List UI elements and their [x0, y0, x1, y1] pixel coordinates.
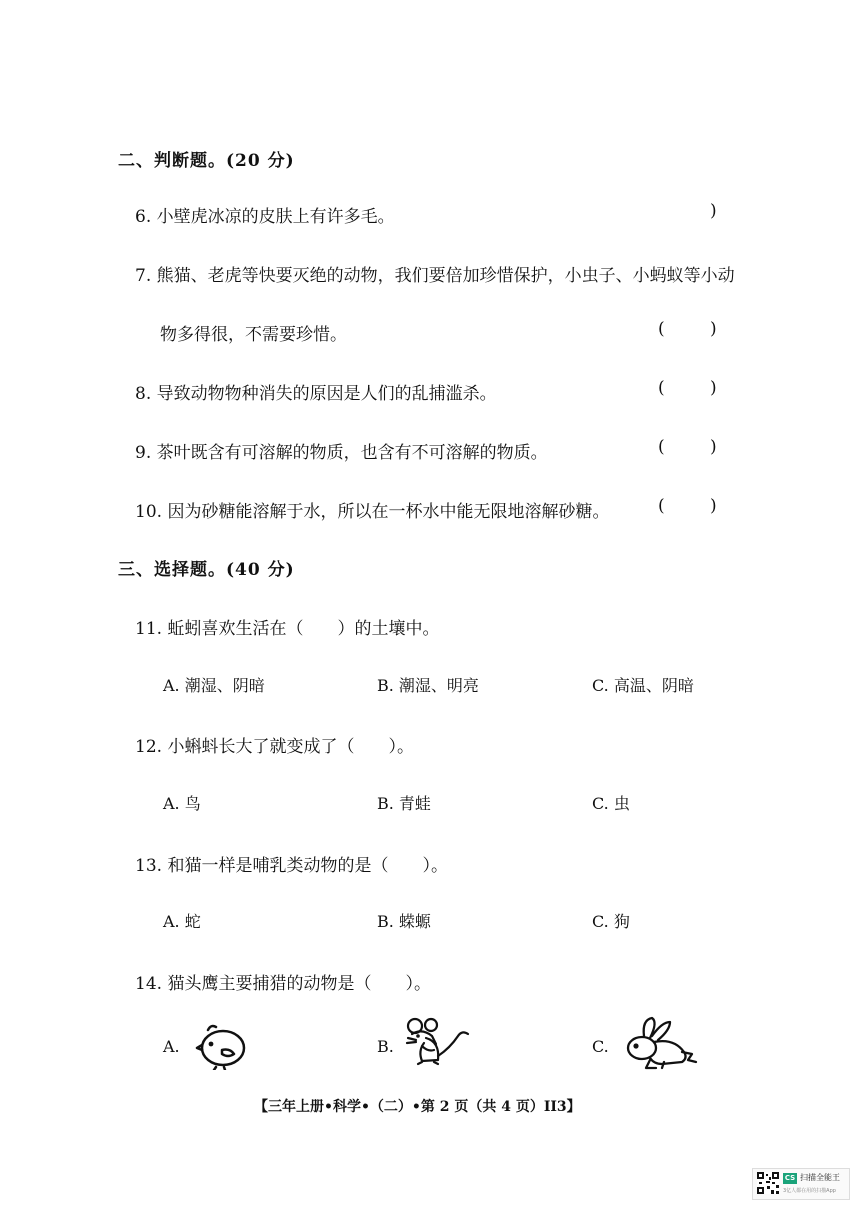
answer-paren-10-right[interactable]: )	[710, 496, 717, 516]
scanner-watermark	[752, 1168, 850, 1200]
answer-paren-6[interactable]: )	[710, 201, 717, 221]
option-12-c[interactable]: C. 虫	[592, 794, 630, 813]
option-14-b[interactable]: B.	[377, 1037, 394, 1056]
option-14-a[interactable]: A.	[163, 1037, 180, 1056]
page-footer: 【三年上册•科学•（二）•第 2 页（共 4 页）II3】	[254, 1099, 581, 1115]
question-7-continued: 物多得很，不需要珍惜。	[160, 325, 347, 345]
option-11-c[interactable]: C. 高温、阴暗	[592, 676, 694, 695]
question-9: 9. 茶叶既含有可溶解的物质，也含有不可溶解的物质。	[135, 443, 548, 463]
qr-code-icon	[757, 1172, 779, 1194]
mouse-icon	[404, 1016, 474, 1070]
answer-paren-7-right[interactable]: )	[710, 319, 717, 339]
answer-paren-9-left[interactable]: (	[658, 437, 665, 457]
section-3-title: 三、选择题。(40 分)	[118, 560, 295, 580]
answer-paren-8-right[interactable]: )	[710, 378, 717, 398]
option-11-b[interactable]: B. 潮湿、明亮	[377, 676, 479, 695]
option-13-a[interactable]: A. 蛇	[163, 912, 201, 931]
question-14: 14. 猫头鹰主要捕猎的动物是（ ）。	[135, 974, 431, 994]
answer-paren-8-left[interactable]: (	[658, 378, 665, 398]
scanner-slogan: 3亿人都在用的扫描App	[783, 1188, 836, 1194]
section-2-title: 二、判断题。(20 分)	[118, 151, 295, 171]
chick-icon	[194, 1018, 250, 1070]
answer-paren-9-right[interactable]: )	[710, 437, 717, 457]
question-13: 13. 和猫一样是哺乳类动物的是（ ）。	[135, 856, 448, 876]
question-10: 10. 因为砂糖能溶解于水，所以在一杯水中能无限地溶解砂糖。	[135, 502, 610, 522]
cs-logo: CS	[784, 1174, 796, 1182]
answer-paren-10-left[interactable]: (	[658, 496, 665, 516]
question-8: 8. 导致动物物种消失的原因是人们的乱捕滥杀。	[135, 384, 497, 404]
scanner-app-name: 扫描全能王	[800, 1173, 840, 1182]
option-13-c[interactable]: C. 狗	[592, 912, 630, 931]
question-12: 12. 小蝌蚪长大了就变成了（ ）。	[135, 737, 414, 757]
question-6: 6. 小壁虎冰凉的皮肤上有许多毛。	[135, 207, 395, 227]
option-14-c[interactable]: C.	[592, 1037, 609, 1056]
option-13-b[interactable]: B. 蝾螈	[377, 912, 431, 931]
option-12-b[interactable]: B. 青蛙	[377, 794, 431, 813]
option-12-a[interactable]: A. 鸟	[163, 794, 201, 813]
answer-paren-7-left[interactable]: (	[658, 319, 665, 339]
question-11: 11. 蚯蚓喜欢生活在（ ）的土壤中。	[135, 619, 440, 639]
option-11-a[interactable]: A. 潮湿、阴暗	[163, 676, 265, 695]
rabbit-icon	[620, 1016, 700, 1072]
question-7: 7. 熊猫、老虎等快要灭绝的动物，我们要倍加珍惜保护，小虫子、小蚂蚁等小动	[135, 266, 735, 286]
